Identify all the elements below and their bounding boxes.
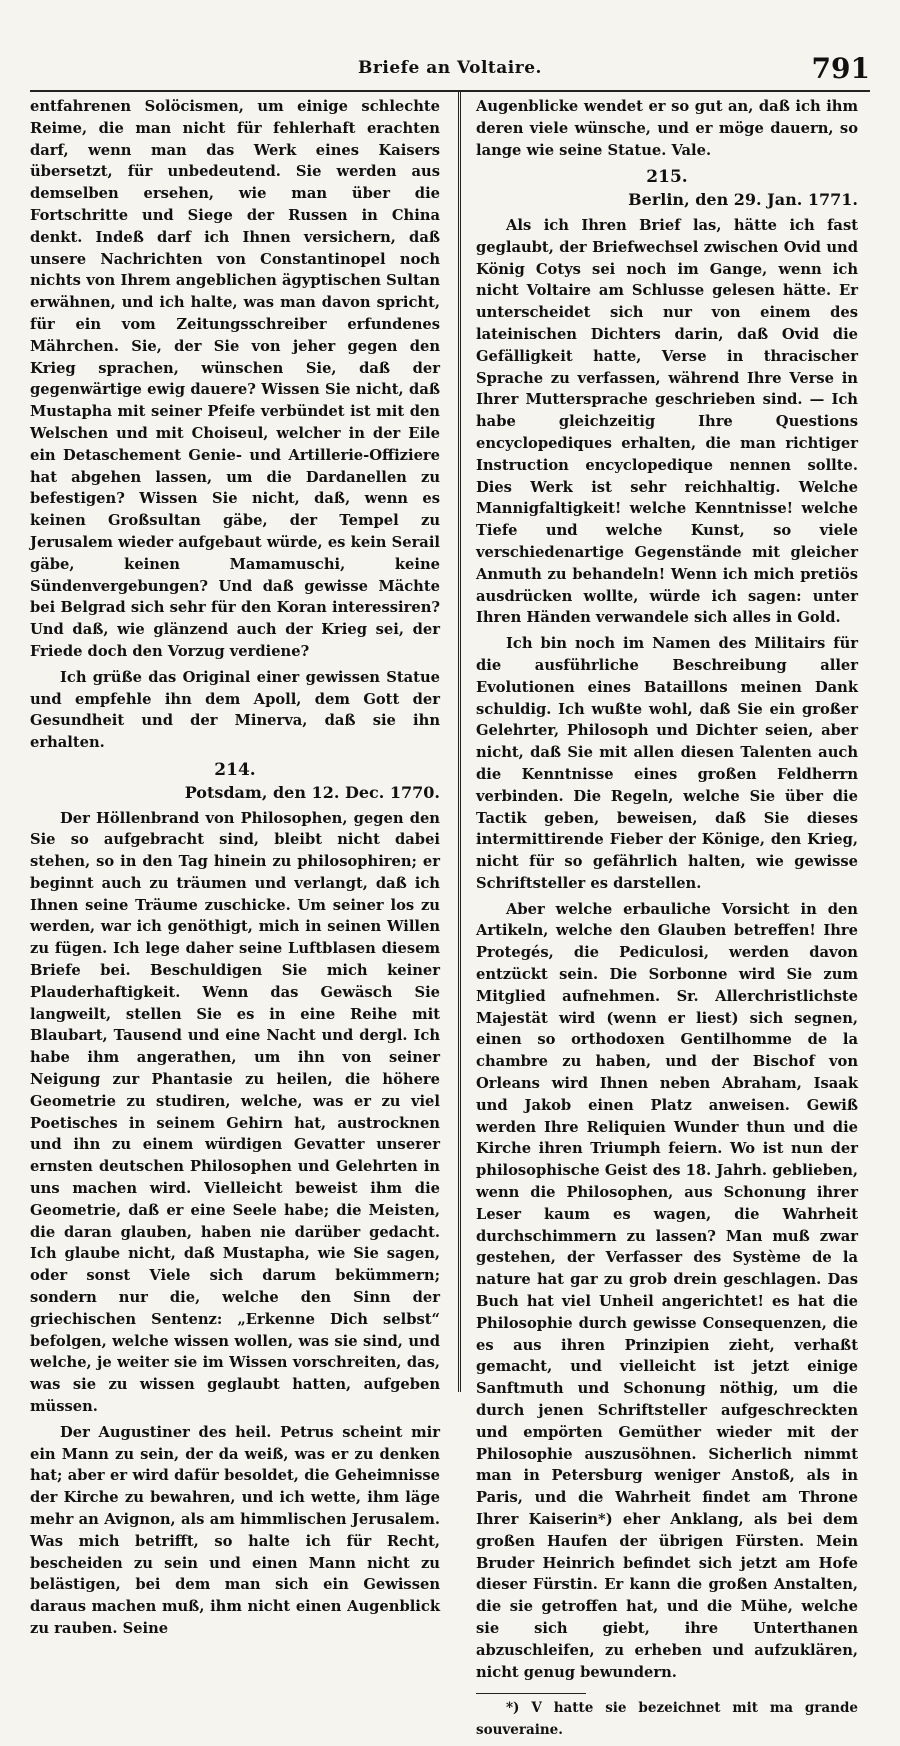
paragraph: Als ich Ihren Brief las, hätte ich fast geglaubt, der Briefwechsel zwischen Ovid und König Cotys sei noch im Gange, wenn ich nicht Voltaire am Schlusse gelesen hätte. Er unterscheidet sich nur von einem des lateinischen Dichters darin, daß Ovid die Gefälligkeit hatte, Verse in thracischer Sprache zu verfassen, während Ihre Verse in Ihrer Muttersprache geschrieben sind. — Ich habe gleichzeitig Ihre Questions encyclopediques erhalten, die man richtiger Instruction encyclopedique nennen sollte. Dies Werk ist sehr reichhaltig. Welche Mannigfaltigkeit! welche Kenntnisse! welche Tiefe und welche Kunst, so viele verschiedenartige Gegenstände mit gleicher Anmuth zu behandeln! Wenn ich mich pretiös ausdrücken wollte, würde ich sagen: unter Ihren Händen verwandele sich alles in Gold. xyxy=(476,216,858,627)
column-divider xyxy=(458,92,461,1392)
paragraph: Der Höllenbrand von Philosophen, gegen den Sie so aufgebracht sind, bleibt nicht dabei stehen, so in den Tag hinein zu philosophiren; er beginnt auch zu träumen und verlangt, daß ich Ihnen seine Träume zuschicke. Um seiner los zu werden, war ich genöthigt, mich in seinen Willen zu fügen. Ich lege daher seine Luftblasen diesem Briefe bei. Beschuldigen Sie mich keiner Plauderhaftigkeit. Wenn das Gewäsch Sie langweilt, stellen Sie es in eine Reihe mit Blaubart, Tausend und eine Nacht und dergl. Ich habe ihm angerathen, um ihn von seiner Neigung zur Phantasie zu heilen, die höhere Geometrie zu studiren, welche, was er zu viel Poetisches in seinem Gehirn hat, austrocknen und ihn zu einem würdigen Gevatter unserer ernsten deutschen Philosophen und Gelehrten in uns machen wird. Vielleicht beweist ihm die Geometrie, daß er eine Seele habe; die Meisten, die daran glauben, haben nie darüber gedacht. Ich glaube nicht, daß Mustapha, wie Sie sagen, oder sonst Viele sich darum bekümmern; sondern nur die, welche den Sinn der griechischen Sentenz: „Erkenne Dich selbst“ befolgen, welche wissen wollen, was sie sind, und welche, je weiter sie im Wissen vorschreiten, das, was sie zu wissen geglaubt hatten, aufgeben müssen. xyxy=(30,809,440,1416)
letter-number: 215. xyxy=(646,167,688,188)
paragraph: Augenblicke wendet er so gut an, daß ich ihm deren viele wünsche, und er möge dauern, so lange wie seine Statue. Vale. xyxy=(476,98,858,159)
page-number: 791 xyxy=(811,52,870,85)
footnote-rule xyxy=(476,1693,586,1694)
paragraph: Aber welche erbauliche Vorsicht in den Artikeln, welche den Glauben betreffen! Ihre Protegés, die Pediculosi, werden davon entzückt sein. Die Sorbonne wird Sie zum Mitglied aufnehmen. Sr. Allerchristlichste Majestät wird (wenn er liest) sich segnen, einen so orthodoxen Gentilhomme de la chambre zu haben, und der Bischof von Orleans wird Ihnen neben Abraham, Isaak und Jakob einen Platz anweisen. Gewiß werden Ihre Reliquien Wunder thun und die Kirche ihren Triumph feiern. Wo ist nun der philosophische Geist des 18. Jahrh. geblieben, wenn die Philosophen, aus Schonung ihrer Leser kaum es wagen, die Wahrheit durchschimmern zu lassen? Man muß zwar gestehen, der Verfasser des Système de la nature hat gar zu grob drein geschlagen. Das Buch hat viel Unheil angerichtet! es hat die Philosophie durch gewisse Consequenzen, die es aus ihren Prinzipien zieht, verhaßt gemacht, und vielleicht ist jetzt einige Sanftmuth und Schonung nöthig, um die durch jenen Schriftsteller aufgeschreckten und empörten Gemüther wieder mit der Philosophie auszusöhnen. Sicherlich nimmt man in Petersburg weniger Anstoß, als in Paris, und die Wahrheit findet am Throne Ihrer Kaiserin*) eher Anklang, als bei dem großen Haufen der übrigen Fürsten. Mein Bruder Heinrich befindet sich jetzt am Hofe dieser Fürstin. Er kann die großen Anstalten, die sie getroffen hat, und die Mühe, welche sie sich giebt, ihre Unterthanen abzuschleifen, zu erheben und aufzuklären, nicht genug bewundern. xyxy=(476,900,858,1681)
running-header xyxy=(30,52,870,86)
right-column xyxy=(476,96,858,1746)
footnote: *) V hatte sie bezeichnet mit ma grande souveraine. xyxy=(476,1700,858,1739)
paragraph: Der Augustiner des heil. Petrus scheint mir ein Mann zu sein, der da weiß, was er zu denken hat; aber er wird dafür besoldet, die Geheimnisse der Kirche zu bewahren, und ich wette, ihm läge mehr an Avignon, als am himmlischen Jerusalem. Was mich betrifft, so halte ich für Recht, bescheiden zu sein und einen Mann nicht zu belästigen, bei dem man sich ein Gewissen daraus machen muß, ihm nicht einen Augenblick zu rauben. Seine xyxy=(30,1423,440,1637)
paragraph: Ich bin noch im Namen des Militairs für die ausführliche Beschreibung aller Evolutionen eines Bataillons meinen Dank schuldig. Ich wußte wohl, daß Sie ein großer Gelehrter, Philosoph und Dichter seien, aber nicht, daß Sie mit allen diesen Talenten auch die Kenntnisse eines großen Feldherrn verbinden. Die Regeln, welche Sie über die Tactik geben, beweisen, daß Sie dieses intermittirende Fieber der Könige, den Krieg, nicht für so gefährlich halten, wie gewisse Schriftsteller es darstellen. xyxy=(476,635,858,892)
place-date: Berlin, den 29. Jan. 1771. xyxy=(628,190,858,210)
paragraph: Ich grüße das Original einer gewissen Statue und empfehle ihn dem Apoll, dem Gott der Gesundheit und der Minerva, daß sie ihn erhalten. xyxy=(30,668,440,752)
left-column xyxy=(30,96,440,1644)
place-date: Potsdam, den 12. Dec. 1770. xyxy=(184,782,440,802)
header-rule xyxy=(30,90,870,92)
letter-number: 214. xyxy=(214,759,256,780)
running-title: Briefe an Voltaire. xyxy=(358,58,542,78)
paragraph: entfahrenen Solöcismen, um einige schlechte Reime, die man nicht für fehlerhaft erachten darf, wenn man das Werk eines Kaisers übersetzt, für unbedeutend. Sie werden aus demselben ersehen, wie man über die Fortschritte und Siege der Russen in China denkt. Indeß darf ich Ihnen versichern, daß unsere Nachrichten von Constantinopel noch nichts von Ihrem angeblichen ägyptischen Sultan erwähnen, und ich halte, was man davon spricht, für ein vom Zeitungsschreiber erfundenes Mährchen. Sie, der Sie von jeher gegen den Krieg sprachen, wünschen Sie, daß der gegenwärtige ewig dauere? Wissen Sie nicht, daß Mustapha mit seiner Pfeife verbündet ist mit den Welschen und mit Choiseul, welcher in der Eile ein Detaschement Genie- und Artillerie-Offiziere hat abgehen lassen, um die Dardanellen zu befestigen? Wissen Sie nicht, daß, wenn es keinen Großsultan gäbe, der Tempel zu Jerusalem wieder aufgebaut würde, es kein Serail gäbe, keinen Mamamuschi, keine Sündenvergebungen? Und daß gewisse Mächte bei Belgrad sich sehr für den Koran interessiren? Und daß, wie glänzend auch der Krieg sei, der Friede doch den Vorzug verdiene? xyxy=(30,98,440,660)
